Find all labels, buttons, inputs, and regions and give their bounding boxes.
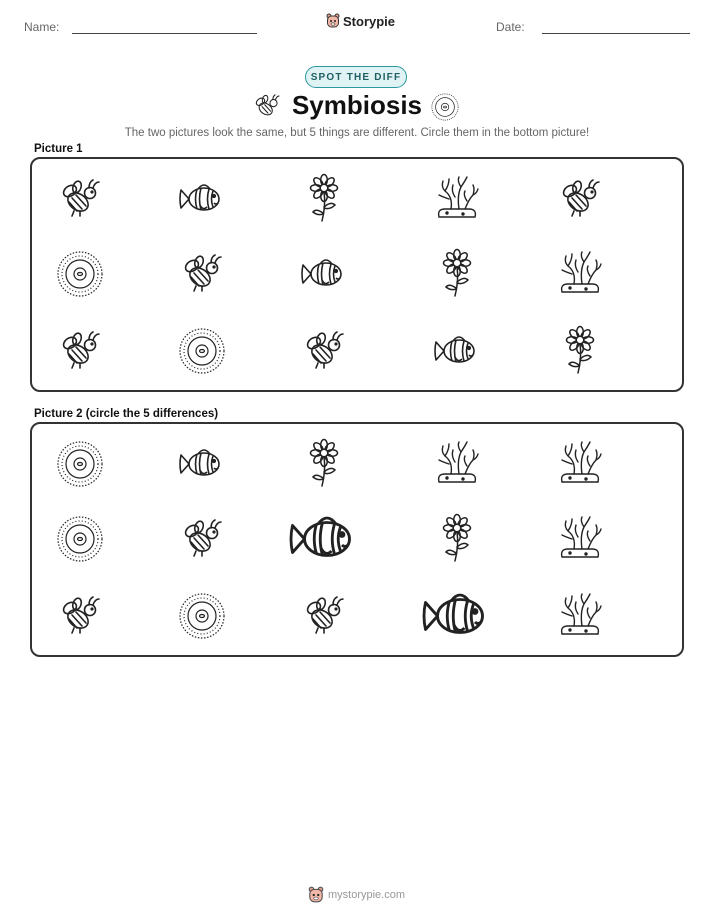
clownfish-icon-svg	[418, 577, 496, 655]
bee-icon[interactable]	[54, 590, 106, 642]
bee-icon-svg	[298, 325, 350, 377]
clownfish-icon-svg	[431, 325, 483, 377]
coral-icon[interactable]	[554, 513, 606, 565]
bee-icon-svg	[176, 248, 228, 300]
bee-icon-svg	[298, 590, 350, 642]
clownfish-icon-svg	[176, 438, 228, 490]
date-line[interactable]	[542, 33, 690, 34]
bee-icon-svg	[54, 590, 106, 642]
clownfish-icon-svg	[176, 173, 228, 225]
coral-icon[interactable]	[554, 590, 606, 642]
bee-icon-svg	[176, 513, 228, 565]
anemone-icon	[176, 325, 228, 377]
brand-name: Storypie	[343, 13, 396, 29]
bee-icon-svg	[54, 325, 106, 377]
bee-icon-svg	[554, 173, 606, 225]
coral-icon-svg	[554, 438, 606, 490]
flower-icon	[298, 173, 350, 225]
flower-icon-svg	[298, 173, 350, 225]
bee-icon	[54, 325, 106, 377]
coral-icon-svg	[554, 513, 606, 565]
flower-icon-svg	[554, 325, 606, 377]
bee-icon[interactable]	[298, 590, 350, 642]
bee-icon[interactable]	[176, 513, 228, 565]
clownfish-icon-svg	[298, 248, 350, 300]
clownfish-icon	[176, 173, 228, 225]
clownfish-icon	[431, 325, 483, 377]
flower-icon-svg	[431, 513, 483, 565]
footer	[308, 886, 405, 904]
clownfish-icon[interactable]	[285, 500, 363, 578]
anemone-icon-svg	[54, 513, 106, 565]
footer-url[interactable]: mystorypie.com	[328, 889, 406, 901]
clownfish-icon	[298, 248, 350, 300]
bee-icon	[554, 173, 606, 225]
clownfish-icon[interactable]	[418, 577, 496, 655]
anemone-icon	[430, 92, 460, 127]
picture-1-panel	[30, 157, 684, 392]
coral-icon[interactable]	[431, 438, 483, 490]
clownfish-icon[interactable]	[176, 438, 228, 490]
coral-icon	[431, 173, 483, 225]
bee-icon-svg	[54, 173, 106, 225]
storypie-mascot-icon	[326, 13, 340, 29]
storypie-mascot-icon	[308, 886, 324, 904]
anemone-icon[interactable]	[54, 513, 106, 565]
instructions: The two pictures look the same, but 5 things are different. Circle them in the bottom picture!	[124, 127, 590, 139]
coral-icon-svg	[431, 438, 483, 490]
brand-logo	[326, 13, 395, 29]
anemone-icon-svg	[176, 325, 228, 377]
anemone-icon-svg	[430, 92, 460, 122]
anemone-icon[interactable]	[54, 438, 106, 490]
activity-badge: SPOT THE DIFF	[305, 66, 407, 88]
flower-icon-svg	[298, 438, 350, 490]
anemone-icon-svg	[176, 590, 228, 642]
bee-icon	[298, 325, 350, 377]
flower-icon	[554, 325, 606, 377]
flower-icon	[431, 248, 483, 300]
coral-icon[interactable]	[554, 438, 606, 490]
anemone-icon-svg	[54, 248, 106, 300]
page-title: Symbiosis	[291, 90, 423, 120]
flower-icon-svg	[431, 248, 483, 300]
bee-icon	[54, 173, 106, 225]
coral-icon-svg	[554, 590, 606, 642]
bee-icon	[176, 248, 228, 300]
anemone-icon-svg	[54, 438, 106, 490]
flower-icon[interactable]	[431, 513, 483, 565]
name-label: Name:	[24, 20, 60, 34]
flower-icon[interactable]	[298, 438, 350, 490]
name-line[interactable]	[72, 33, 257, 34]
anemone-icon	[54, 248, 106, 300]
picture-2-panel[interactable]	[30, 422, 684, 657]
anemone-icon[interactable]	[176, 590, 228, 642]
picture-2-label: Picture 2 (circle the 5 differences)	[34, 408, 219, 420]
clownfish-icon-svg	[285, 500, 363, 578]
coral-icon-svg	[431, 173, 483, 225]
picture-1-label: Picture 1	[34, 143, 83, 155]
date-label: Date:	[496, 20, 525, 34]
coral-icon-svg	[554, 248, 606, 300]
coral-icon	[554, 248, 606, 300]
